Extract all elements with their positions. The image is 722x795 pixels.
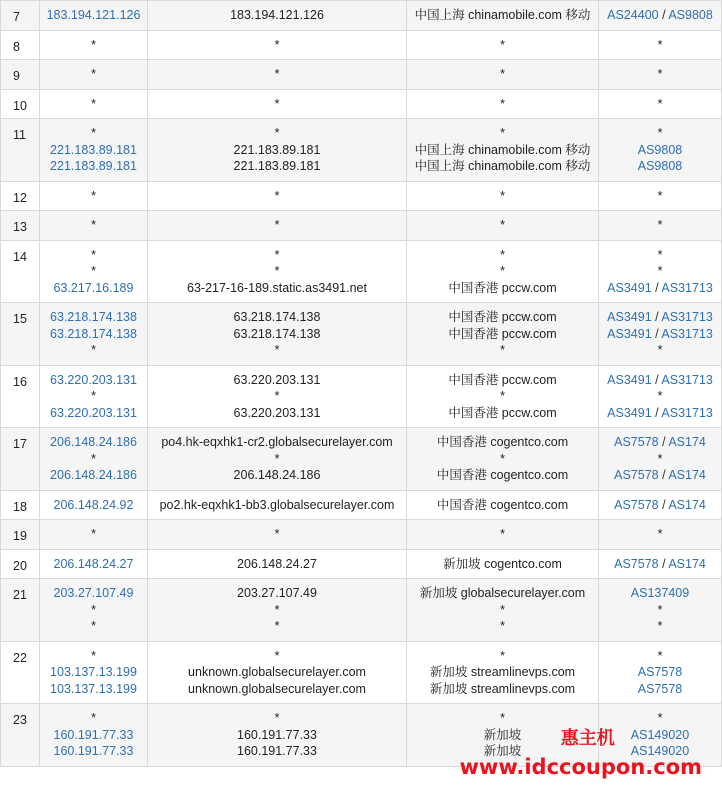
hop-row xyxy=(1,704,722,767)
asn-line xyxy=(603,727,717,744)
asn: AS7578 xyxy=(637,665,683,679)
hop-row xyxy=(1,428,722,491)
ip-cell xyxy=(40,119,148,182)
hostname: 63.218.174.138 xyxy=(233,310,321,324)
ip-address: * xyxy=(91,247,96,262)
ip-address: * xyxy=(91,67,96,81)
asn: * xyxy=(657,188,663,203)
ip-cell xyxy=(40,520,148,550)
asn: AS3491 xyxy=(607,280,652,295)
hostname-cell xyxy=(148,641,407,704)
ip-address: 221.183.89.181 xyxy=(50,159,137,173)
asn-line xyxy=(603,142,717,159)
ip-address: * xyxy=(91,126,96,140)
ip-cell xyxy=(40,1,148,31)
hostname-cell xyxy=(148,365,407,428)
asn: AS31713 xyxy=(661,372,713,387)
asn: AS3491 xyxy=(607,310,652,324)
asn-cell xyxy=(599,1,722,31)
location: 新加坡 xyxy=(483,727,522,742)
hop-number: 9 xyxy=(1,60,40,90)
location: 中国香港 cogentco.com xyxy=(436,497,569,512)
ip-address: 206.148.24.186 xyxy=(50,468,137,482)
asn-cell xyxy=(599,641,722,704)
hostname-cell xyxy=(148,119,407,182)
location: * xyxy=(500,247,505,262)
asn-separator: / xyxy=(651,310,662,324)
ip-address: 160.191.77.33 xyxy=(53,744,134,758)
asn-cell xyxy=(599,365,722,428)
ip-address: * xyxy=(91,37,96,52)
ip-address: 183.194.121.126 xyxy=(46,8,141,22)
hostname: 221.183.89.181 xyxy=(233,142,321,157)
hostname: * xyxy=(274,451,280,466)
hop-number: 19 xyxy=(1,520,40,550)
asn: * xyxy=(657,602,663,617)
location: * xyxy=(500,37,505,52)
hostname: * xyxy=(274,96,280,111)
location: * xyxy=(500,126,505,140)
asn: AS9808 xyxy=(668,8,713,22)
hostname-cell xyxy=(148,579,407,642)
ip-address: 103.137.13.199 xyxy=(50,681,137,696)
asn-line xyxy=(603,602,717,619)
hostname-cell xyxy=(148,30,407,60)
asn-cell xyxy=(599,30,722,60)
ip-address: 63.220.203.131 xyxy=(50,405,137,420)
ip-cell xyxy=(40,549,148,579)
location: * xyxy=(500,343,505,357)
asn: AS174 xyxy=(668,435,706,449)
asn: * xyxy=(657,343,663,357)
hostname-cell xyxy=(148,1,407,31)
hostname-cell xyxy=(148,89,407,119)
asn: * xyxy=(657,264,663,278)
traceroute-body xyxy=(1,1,722,767)
asn-cell xyxy=(599,211,722,241)
hop-number: 8 xyxy=(1,30,40,60)
asn-line xyxy=(603,158,717,175)
asn-cell xyxy=(599,549,722,579)
ip-address: 63.218.174.138 xyxy=(50,310,137,324)
location: 中国香港 cogentco.com xyxy=(436,435,569,449)
asn-line xyxy=(603,585,717,602)
location: 中国上海 chinamobile.com 移动 xyxy=(414,8,591,22)
asn: AS31713 xyxy=(661,310,713,324)
ip-cell xyxy=(40,704,148,767)
ip-address: * xyxy=(91,602,96,617)
hostname: * xyxy=(274,527,280,541)
hostname-cell xyxy=(148,704,407,767)
asn-cell xyxy=(599,520,722,550)
hostname: 63.220.203.131 xyxy=(233,372,321,387)
asn-separator: / xyxy=(651,280,662,295)
asn-line xyxy=(603,743,717,760)
asn-line xyxy=(603,247,717,264)
hostname: * xyxy=(274,37,280,52)
asn: AS174 xyxy=(668,468,706,482)
ip-address: * xyxy=(91,648,96,663)
location: 中国香港 pccw.com xyxy=(448,310,557,324)
hostname: * xyxy=(274,602,280,617)
hop-row xyxy=(1,181,722,211)
asn: * xyxy=(657,451,663,466)
asn: AS31713 xyxy=(661,405,713,420)
asn-line xyxy=(603,451,717,468)
location: * xyxy=(500,218,505,232)
hop-number: 12 xyxy=(1,181,40,211)
hostname: * xyxy=(274,247,280,262)
hop-number: 15 xyxy=(1,303,40,366)
asn: AS149020 xyxy=(630,727,690,742)
asn-cell xyxy=(599,240,722,303)
ip-address: 206.148.24.186 xyxy=(50,435,137,449)
asn: * xyxy=(657,37,663,52)
asn: AS3491 xyxy=(607,372,652,387)
asn: * xyxy=(657,527,663,541)
hop-row xyxy=(1,549,722,579)
hop-number: 10 xyxy=(1,89,40,119)
asn: * xyxy=(657,711,663,725)
hop-row xyxy=(1,89,722,119)
hostname: * xyxy=(274,188,280,203)
ip-cell xyxy=(40,579,148,642)
hostname-cell xyxy=(148,490,407,520)
hop-row xyxy=(1,303,722,366)
ip-address: * xyxy=(91,218,96,232)
hostname: * xyxy=(274,67,280,81)
asn-line xyxy=(603,66,717,83)
ip-address: 203.27.107.49 xyxy=(53,586,134,600)
hostname-cell xyxy=(148,240,407,303)
hop-number: 20 xyxy=(1,549,40,579)
hostname: * xyxy=(274,648,280,663)
ip-address: 206.148.24.27 xyxy=(53,556,134,571)
hostname: po4.hk-eqxhk1-cr2.globalsecurelayer.com xyxy=(161,435,393,449)
ip-cell xyxy=(40,490,148,520)
location-cell xyxy=(407,30,599,60)
location: * xyxy=(500,389,505,403)
ip-address: * xyxy=(91,527,96,541)
asn: AS174 xyxy=(668,556,706,571)
asn-line xyxy=(603,388,717,405)
ip-cell xyxy=(40,60,148,90)
ip-address: 221.183.89.181 xyxy=(50,142,137,157)
asn: AS9808 xyxy=(637,159,683,173)
asn: * xyxy=(657,389,663,403)
asn-line xyxy=(603,664,717,681)
location-cell xyxy=(407,549,599,579)
asn-separator: / xyxy=(651,372,662,387)
asn-line xyxy=(603,681,717,698)
asn-line xyxy=(603,217,717,234)
asn: * xyxy=(657,126,663,140)
asn-line xyxy=(603,125,717,142)
hop-number: 23 xyxy=(1,704,40,767)
hop-number: 11 xyxy=(1,119,40,182)
asn-cell xyxy=(599,704,722,767)
asn: AS24400 xyxy=(607,8,659,22)
asn-cell xyxy=(599,181,722,211)
asn: AS9808 xyxy=(637,142,683,157)
asn-line xyxy=(603,37,717,54)
hostname: 183.194.121.126 xyxy=(230,8,324,22)
ip-address: * xyxy=(91,711,96,725)
hostname-cell xyxy=(148,520,407,550)
asn-cell xyxy=(599,89,722,119)
hop-row xyxy=(1,579,722,642)
location: * xyxy=(500,602,505,617)
hostname-cell xyxy=(148,428,407,491)
location-cell xyxy=(407,181,599,211)
hostname-cell xyxy=(148,211,407,241)
hop-number: 16 xyxy=(1,365,40,428)
asn-line xyxy=(603,326,717,343)
asn-separator: / xyxy=(658,556,669,571)
location: * xyxy=(500,67,505,81)
ip-address: * xyxy=(91,451,96,466)
hop-row xyxy=(1,490,722,520)
hostname-cell xyxy=(148,303,407,366)
asn-cell xyxy=(599,428,722,491)
ip-cell xyxy=(40,181,148,211)
asn-line xyxy=(603,405,717,422)
watermark-url: www.idccoupon.com xyxy=(459,755,702,779)
asn-cell xyxy=(599,119,722,182)
location: 中国香港 pccw.com xyxy=(448,326,557,341)
hostname: po2.hk-eqxhk1-bb3.globalsecurelayer.com xyxy=(159,497,395,512)
ip-address: 63.218.174.138 xyxy=(50,326,137,341)
ip-address: 63.220.203.131 xyxy=(50,372,137,387)
asn: AS7578 xyxy=(614,468,659,482)
asn-cell xyxy=(599,60,722,90)
location-cell xyxy=(407,428,599,491)
asn: * xyxy=(657,648,663,663)
hostname: * xyxy=(274,126,280,140)
hostname: * xyxy=(274,711,280,725)
asn-line xyxy=(603,434,717,451)
ip-address: 63.217.16.189 xyxy=(53,280,134,295)
asn: AS3491 xyxy=(607,326,652,341)
hostname: * xyxy=(274,619,280,633)
ip-cell xyxy=(40,303,148,366)
hop-row xyxy=(1,240,722,303)
hop-number: 22 xyxy=(1,641,40,704)
asn-separator: / xyxy=(658,468,669,482)
ip-address: * xyxy=(91,389,96,403)
hop-row xyxy=(1,119,722,182)
asn-cell xyxy=(599,579,722,642)
asn-line xyxy=(603,7,717,24)
hostname: * xyxy=(274,343,280,357)
ip-address: 103.137.13.199 xyxy=(50,665,137,679)
hostname: * xyxy=(274,218,280,232)
asn: AS137409 xyxy=(630,586,690,600)
location: * xyxy=(500,451,505,466)
location-cell xyxy=(407,89,599,119)
hop-number: 14 xyxy=(1,240,40,303)
hostname: 160.191.77.33 xyxy=(237,744,317,758)
hop-number: 18 xyxy=(1,490,40,520)
ip-address: 160.191.77.33 xyxy=(53,727,134,742)
location-cell xyxy=(407,303,599,366)
location: * xyxy=(500,188,505,203)
ip-cell xyxy=(40,89,148,119)
asn-cell xyxy=(599,303,722,366)
hostname: 63.220.203.131 xyxy=(233,405,321,420)
location-cell xyxy=(407,365,599,428)
asn-separator: / xyxy=(651,326,662,341)
hop-row xyxy=(1,30,722,60)
location: 中国香港 pccw.com xyxy=(448,372,557,387)
asn-separator: / xyxy=(658,435,669,449)
hostname: 221.183.89.181 xyxy=(233,159,321,173)
location: 中国上海 chinamobile.com 移动 xyxy=(414,142,591,157)
asn-line xyxy=(603,648,717,665)
ip-cell xyxy=(40,428,148,491)
location-cell xyxy=(407,641,599,704)
asn: * xyxy=(657,96,663,111)
hostname: unknown.globalsecurelayer.com xyxy=(188,681,366,696)
asn-line xyxy=(603,618,717,635)
hostname: 63.218.174.138 xyxy=(233,326,321,341)
hostname: 63-217-16-189.static.as3491.net xyxy=(187,280,367,295)
location-cell xyxy=(407,704,599,767)
hop-row xyxy=(1,211,722,241)
ip-address: 206.148.24.92 xyxy=(53,497,134,512)
ip-address: * xyxy=(91,188,96,203)
hop-row xyxy=(1,520,722,550)
location-cell xyxy=(407,579,599,642)
hop-number: 17 xyxy=(1,428,40,491)
asn-line xyxy=(603,309,717,326)
hop-row xyxy=(1,1,722,31)
location: 新加坡 cogentco.com xyxy=(443,556,562,571)
asn: AS7578 xyxy=(614,497,659,512)
hostname: 206.148.24.186 xyxy=(233,468,321,482)
hostname: * xyxy=(274,389,280,403)
hostname: unknown.globalsecurelayer.com xyxy=(188,665,366,679)
asn-line xyxy=(603,497,717,514)
hostname: 203.27.107.49 xyxy=(237,586,317,600)
location: * xyxy=(500,96,505,111)
location-cell xyxy=(407,60,599,90)
ip-cell xyxy=(40,641,148,704)
location-cell xyxy=(407,520,599,550)
asn: * xyxy=(657,619,663,633)
asn: * xyxy=(657,67,663,81)
location-cell xyxy=(407,240,599,303)
hostname-cell xyxy=(148,549,407,579)
asn-line xyxy=(603,263,717,280)
ip-address: * xyxy=(91,619,96,633)
asn: AS31713 xyxy=(661,326,713,341)
asn-line xyxy=(603,710,717,727)
hostname: 160.191.77.33 xyxy=(237,727,317,742)
asn-line xyxy=(603,342,717,359)
location: * xyxy=(500,648,505,663)
asn-line xyxy=(603,96,717,113)
asn-cell xyxy=(599,490,722,520)
hop-row xyxy=(1,641,722,704)
ip-address: * xyxy=(91,343,96,357)
location-cell xyxy=(407,1,599,31)
asn-line xyxy=(603,467,717,484)
location: 新加坡 globalsecurelayer.com xyxy=(419,586,586,600)
asn-line xyxy=(603,280,717,297)
asn: * xyxy=(657,218,663,232)
ip-address: * xyxy=(91,96,96,111)
asn: AS31713 xyxy=(661,280,713,295)
asn: * xyxy=(657,247,663,262)
location: 新加坡 streamlinevps.com xyxy=(429,665,576,679)
hop-row xyxy=(1,60,722,90)
hostname-cell xyxy=(148,181,407,211)
hostname: * xyxy=(274,264,280,278)
asn: AS7578 xyxy=(614,435,659,449)
ip-address: * xyxy=(91,264,96,278)
asn: AS149020 xyxy=(630,744,690,758)
location: 新加坡 xyxy=(483,744,522,758)
ip-cell xyxy=(40,30,148,60)
location: 中国上海 chinamobile.com 移动 xyxy=(414,159,591,173)
location: * xyxy=(500,264,505,278)
ip-cell xyxy=(40,211,148,241)
hostname-cell xyxy=(148,60,407,90)
ip-cell xyxy=(40,240,148,303)
asn-line xyxy=(603,556,717,573)
hop-row xyxy=(1,365,722,428)
asn-line xyxy=(603,372,717,389)
location-cell xyxy=(407,490,599,520)
asn: AS7578 xyxy=(614,556,659,571)
location: 中国香港 cogentco.com xyxy=(436,468,569,482)
watermark-brand: 惠主机 xyxy=(560,728,615,749)
location: 中国香港 pccw.com xyxy=(448,405,557,420)
hop-number: 13 xyxy=(1,211,40,241)
asn-separator: / xyxy=(658,497,669,512)
asn-separator: / xyxy=(658,8,669,22)
asn-line xyxy=(603,526,717,543)
location-cell xyxy=(407,119,599,182)
ip-cell xyxy=(40,365,148,428)
location: * xyxy=(500,711,505,725)
asn-line xyxy=(603,188,717,205)
hostname: 206.148.24.27 xyxy=(237,556,317,571)
location: * xyxy=(500,619,505,633)
asn: AS174 xyxy=(668,497,706,512)
asn-separator: / xyxy=(651,405,662,420)
location: * xyxy=(500,527,505,541)
location: 中国香港 pccw.com xyxy=(448,280,557,295)
asn: AS3491 xyxy=(607,405,652,420)
hop-number: 21 xyxy=(1,579,40,642)
location-cell xyxy=(407,211,599,241)
asn: AS7578 xyxy=(637,681,683,696)
hop-number: 7 xyxy=(1,1,40,31)
location: 新加坡 streamlinevps.com xyxy=(429,681,576,696)
